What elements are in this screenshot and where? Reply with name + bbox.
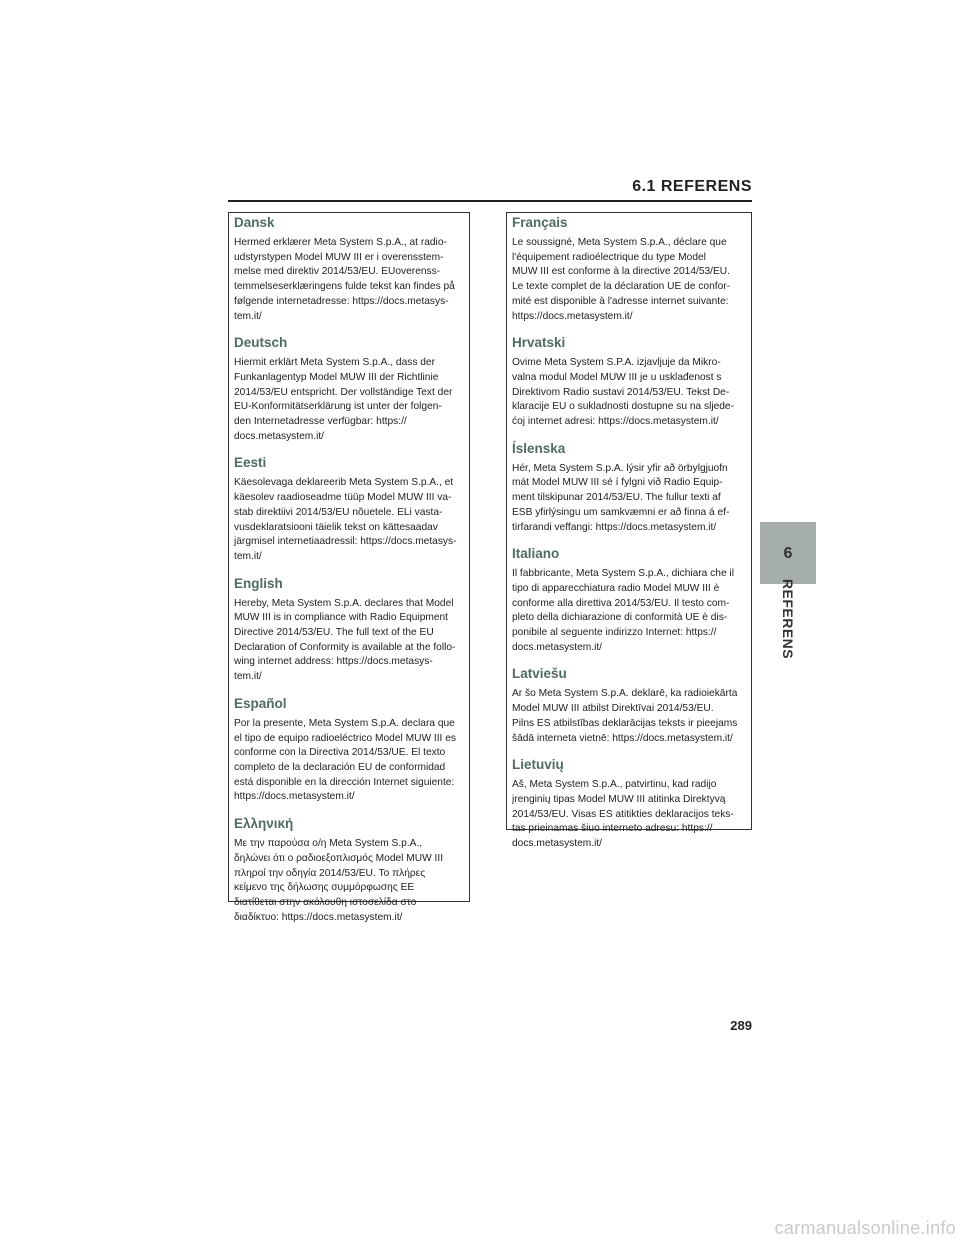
chapter-number: 6 [783,545,793,562]
language-heading: Latviešu [512,666,567,682]
lang-section-dansk [234,215,461,324]
declaration-text: Il fabbricante, Meta System S.p.A., dichiara che il tipo di apparecchiatura radio Model MUW III è conforme alla direttiva 2014/53/EU. Il testo com- pleto della dichiarazione di conformità UE è dis- ponibile al seguente indirizzo Internet: https:// docs.metasystem.it/ [512,568,734,653]
lang-section-hrvatski [512,335,743,430]
declaration-box-right [506,212,752,850]
language-heading: Italiano [512,546,560,562]
declaration-text: Ar šo Meta System S.p.A. deklarē, ka radioiekārta Model MUW III atbilst Direktīvai 2014/53/EU. Pilns ES atbilstības deklarācijas teksts ir pieejams šādā interneta vietnē: https://docs.metasystem.it/ [512,688,738,744]
declaration-text: Por la presente, Meta System S.p.A. declara que el tipo de equipo radioeléctrico Model MUW III es conforme con la Directiva 2014/53/UE. El texto completo de la declaración EU de conformidad está disponible en la dirección Internet siguiente: https://docs.metasystem.it/ [234,717,456,803]
lang-section-francais [512,215,743,324]
lang-section-deutsch [234,335,461,444]
lang-section-islenska [512,441,743,536]
declaration-text: Hér, Meta System S.p.A. lýsir yfir að örbylgjuofn mát Model MUW III sé í fylgni við Radio Equip- ment tilskipunar 2014/53/EU. The fullur texti af ESB yfirlýsingu um samkvæmni er að finna á ef- tirfarandi veffangi: https://docs.metasystem.it/ [512,462,730,533]
language-heading: Eesti [234,455,267,471]
language-heading: Íslenska [512,440,566,456]
language-heading: Español [234,695,287,711]
lang-section-eesti [234,455,461,564]
declaration-text: Käesolevaga deklareerib Meta System S.p.A., et käesolev raadioseadme tüüp Model MUW III va- stab direktiivi 2014/53/EU nõuetele. ELi vasta- vusdeklaratsiooni täielik tekst on kättesaadav järgmisel internetiaadressil: https://docs.metasys- tem.it/ [234,477,457,562]
lang-section-lietuviu [512,757,743,852]
lang-section-italiano [512,546,743,655]
chapter-label: REFERENS [780,578,796,660]
section-title: 6.1 REFERENS [632,178,752,195]
lang-section-espanol [234,696,461,805]
language-heading: Ελληνική [234,816,294,832]
header-rule [228,200,752,202]
lang-section-greek [234,816,461,925]
watermark: carmanualsonline.info [774,1218,956,1238]
declaration-text: Με την παρούσα ο/η Meta System S.p.A., δηλώνει ότι ο ραδιοεξοπλισμός Model MUW III πληροί την οδηγία 2014/53/EU. Το πλήρες κείμενο της δήλωσης συμμόρφωσης ΕΕ διατίθεται στην ακόλουθη ιστοσελίδα στο διαδίκτυο: https://docs.metasystem.it/ [234,838,444,923]
page-number: 289 [730,1018,752,1033]
declaration-text: Le soussigné, Meta System S.p.A., déclare que l'équipement radioélectrique du type Model MUW III est conforme à la directive 2014/53/EU. Le texte complet de la déclaration UE de confor- mité est disponible à l'adresse internet suivante: https://docs.metasystem.it/ [512,237,731,322]
declaration-box-left [228,212,470,923]
declaration-text: Hermed erklærer Meta System S.p.A., at radio- udstyrstypen Model MUW III er i overensstem- melse med direktiv 2014/53/EU. EUoverenss- temmelseserklæringens fulde tekst kan findes på følgende internetadresse: https://docs.metasys- tem.it/ [234,237,455,322]
language-heading: Dansk [234,215,275,230]
declaration-text: Aš, Meta System S.p.A., patvirtinu, kad radijo įrenginių tipas Model MUW III atitinka Direktyvą 2014/53/EU. Visas ES atitikties deklaracijos teks- tas prieinamas šiuo interneto adresu: https:// docs.metasystem.it/ [512,779,734,850]
lang-section-latviesu [512,666,743,746]
declaration-text: Ovime Meta System S.P.A. izjavljuje da Mikro- valna modul Model MUW III je u usklađenost s Direktivom Radio sustavi 2014/53/EU. Tekst De- klaracije EU o sukladnosti dostupne su na sljede- ćoj internet adresi: https://docs.metasystem.it/ [512,357,734,428]
language-heading: Lietuvių [512,757,564,773]
language-heading: Deutsch [234,335,288,351]
declaration-text: Hereby, Meta System S.p.A. declares that Model MUW III is in compliance with Radio Equipment Directive 2014/53/EU. The full text of the EU Declaration of Conformity is available at the follo- wing internet address: https://docs.metasys- tem.it/ [234,597,456,683]
lang-section-english [234,576,461,685]
language-heading: Hrvatski [512,335,566,351]
language-heading: Français [512,215,568,230]
declaration-text: Hiermit erklärt Meta System S.p.A., dass der Funkanlagentyp Model MUW III der Richtlinie 2014/53/EU entspricht. Der vollständige Text der EU-Konformitätserklärung ist unter der folgen- den Internetadresse verfügbar: https:// docs.metasystem.it/ [234,357,453,442]
language-heading: English [234,575,283,591]
